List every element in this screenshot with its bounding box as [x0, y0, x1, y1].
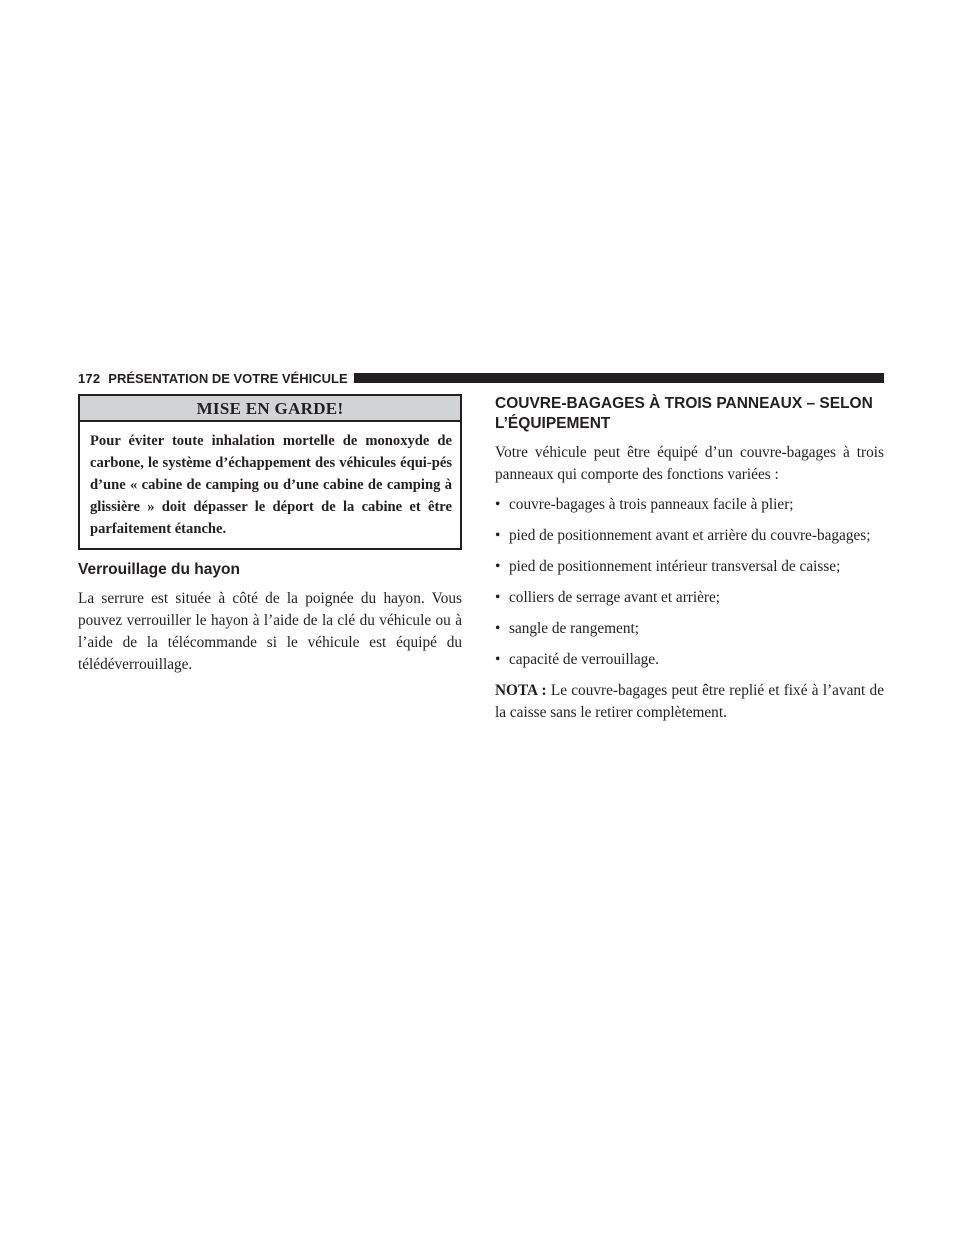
- bullet-icon: •: [495, 620, 501, 637]
- note-paragraph: [495, 680, 884, 724]
- header-rule: [354, 373, 884, 383]
- bullet-icon: •: [495, 651, 501, 668]
- list-item-text: sangle de rangement;: [509, 620, 639, 637]
- list-item-text: couvre-bagages à trois panneaux facile à plier;: [509, 496, 794, 513]
- warning-text: Pour éviter toute inhalation mortelle de monoxyde de carbone, le système d’échappement des véhicules équi-pés d’une « cabine de camping ou d’une cabine de camping à glissière » doit dépasser le déport de la cabine et être parfaitement étanche.: [90, 433, 452, 537]
- bullet-icon: •: [495, 558, 501, 575]
- section-title: PRÉSENTATION DE VOTRE VÉHICULE: [108, 370, 348, 386]
- bullet-icon: •: [495, 527, 501, 544]
- tonneau-cover-intro: Votre véhicule peut être équipé d’un couvre-bagages à trois panneaux qui comporte des fonctions variées :: [495, 444, 884, 483]
- warning-title: MISE EN GARDE!: [80, 396, 460, 422]
- list-item: [495, 525, 884, 547]
- bullet-icon: •: [495, 589, 501, 606]
- tailgate-lock-paragraph: La serrure est située à côté de la poignée du hayon. Vous pouvez verrouiller le hayon à l’aide de la clé du véhicule ou à l’aide de la télécommande si le véhicule est équipé du télédéverrouillage.: [78, 590, 462, 673]
- list-item-text: capacité de verrouillage.: [509, 651, 659, 668]
- list-item-text: pied de positionnement avant et arrière du couvre-bagages;: [509, 527, 871, 544]
- warning-box: [78, 394, 462, 550]
- note-label: NOTA :: [495, 682, 547, 699]
- list-item-text: pied de positionnement intérieur transversal de caisse;: [509, 558, 841, 575]
- list-item: [495, 494, 884, 516]
- list-item-text: colliers de serrage avant et arrière;: [509, 589, 721, 606]
- tonneau-cover-heading: COUVRE-BAGAGES À TROIS PANNEAUX – SELON L’ÉQUIPEMENT: [495, 395, 873, 432]
- feature-list: [495, 494, 884, 671]
- right-column: [495, 394, 884, 724]
- page-number: 172: [78, 370, 101, 386]
- bullet-icon: •: [495, 496, 501, 513]
- note-text: Le couvre-bagages peut être replié et fixé à l’avant de la caisse sans le retirer complètement.: [495, 682, 884, 721]
- list-item: [495, 618, 884, 640]
- page-header: [78, 368, 884, 388]
- tailgate-lock-heading: Verrouillage du hayon: [78, 561, 240, 578]
- list-item: [495, 649, 884, 671]
- list-item: [495, 587, 884, 609]
- list-item: [495, 556, 884, 578]
- left-column: [78, 394, 462, 676]
